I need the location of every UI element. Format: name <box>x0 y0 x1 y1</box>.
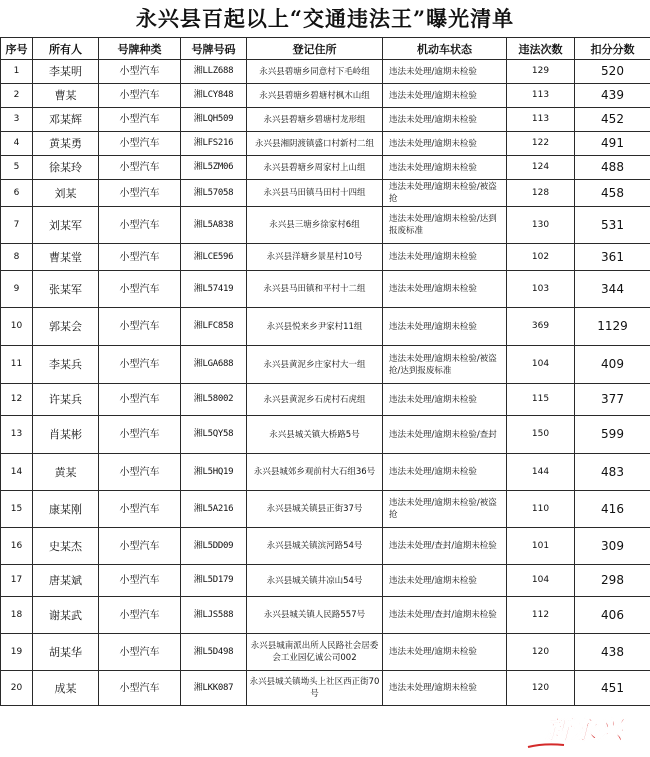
watermark-logo <box>524 705 644 755</box>
table-body <box>1 60 650 706</box>
cell-num: 1 <box>1 60 33 84</box>
cell-plate-kind: 小型汽车 <box>99 384 181 416</box>
cell-plate-number: 湘L5ZM06 <box>181 156 247 180</box>
cell-status: 违法未处理/逾期未检验 <box>383 108 507 132</box>
cell-status: 违法未处理/逾期未检验 <box>383 271 507 308</box>
cell-plate-kind: 小型汽车 <box>99 308 181 346</box>
cell-plate-number: 湘LKK087 <box>181 671 247 706</box>
cell-plate-kind: 小型汽车 <box>99 671 181 706</box>
table-row <box>1 597 650 634</box>
cell-plate-kind: 小型汽车 <box>99 416 181 454</box>
cell-num: 5 <box>1 156 33 180</box>
cell-plate-kind: 小型汽车 <box>99 108 181 132</box>
cell-owner: 郭某会 <box>33 308 99 346</box>
cell-plate-kind: 小型汽车 <box>99 346 181 384</box>
cell-plate-number: 湘L5QY58 <box>181 416 247 454</box>
cell-address: 永兴县湘阴渡镇盛口村新村二组 <box>247 132 383 156</box>
cell-owner: 刘某军 <box>33 207 99 244</box>
cell-plate-number: 湘LQH509 <box>181 108 247 132</box>
cell-address: 永兴县城关镇县正街37号 <box>247 491 383 528</box>
cell-address: 永兴县城南派出所人民路社会居委会工业园亿诚公司002 <box>247 634 383 671</box>
cell-points: 458 <box>575 180 650 207</box>
cell-plate-kind: 小型汽车 <box>99 207 181 244</box>
cell-plate-kind: 小型汽车 <box>99 634 181 671</box>
cell-status: 违法未处理/逾期未检验 <box>383 60 507 84</box>
cell-status: 违法未处理/逾期未检验 <box>383 634 507 671</box>
cell-plate-number: 湘L5HQ19 <box>181 454 247 491</box>
cell-points: 520 <box>575 60 650 84</box>
table-row <box>1 565 650 597</box>
cell-points: 361 <box>575 244 650 271</box>
cell-violation-count: 101 <box>507 528 575 565</box>
cell-owner: 刘某 <box>33 180 99 207</box>
cell-owner: 黄某勇 <box>33 132 99 156</box>
cell-plate-kind: 小型汽车 <box>99 454 181 491</box>
cell-violation-count: 103 <box>507 271 575 308</box>
cell-owner: 曹某 <box>33 84 99 108</box>
cell-num: 4 <box>1 132 33 156</box>
cell-points: 416 <box>575 491 650 528</box>
cell-points: 451 <box>575 671 650 706</box>
cell-address: 永兴县三塘乡徐家村6组 <box>247 207 383 244</box>
header-points: 扣分分数 <box>575 38 650 60</box>
cell-points: 298 <box>575 565 650 597</box>
watermark-text: 新永兴 <box>544 716 624 746</box>
cell-status: 违法未处理/逾期未检验/被盗抢 <box>383 180 507 207</box>
cell-num: 16 <box>1 528 33 565</box>
table-row <box>1 308 650 346</box>
cell-plate-number: 湘LCE596 <box>181 244 247 271</box>
cell-points: 406 <box>575 597 650 634</box>
cell-violation-count: 110 <box>507 491 575 528</box>
table-header-row <box>1 38 650 60</box>
cell-plate-number: 湘L57058 <box>181 180 247 207</box>
cell-owner: 康某刚 <box>33 491 99 528</box>
header-num: 序号 <box>1 38 33 60</box>
cell-status: 违法未处理/逾期未检验 <box>383 132 507 156</box>
cell-owner: 李某明 <box>33 60 99 84</box>
cell-plate-kind: 小型汽车 <box>99 84 181 108</box>
table-row <box>1 528 650 565</box>
cell-owner: 胡某华 <box>33 634 99 671</box>
cell-plate-number: 湘LGA688 <box>181 346 247 384</box>
cell-points: 483 <box>575 454 650 491</box>
cell-address: 永兴县碧塘乡同意村下毛岭组 <box>247 60 383 84</box>
table-row <box>1 271 650 308</box>
cell-points: 491 <box>575 132 650 156</box>
cell-num: 20 <box>1 671 33 706</box>
cell-plate-number: 湘L58002 <box>181 384 247 416</box>
cell-owner: 谢某武 <box>33 597 99 634</box>
table-row <box>1 416 650 454</box>
cell-violation-count: 102 <box>507 244 575 271</box>
cell-plate-kind: 小型汽车 <box>99 565 181 597</box>
header-address: 登记住所 <box>247 38 383 60</box>
cell-num: 15 <box>1 491 33 528</box>
cell-violation-count: 120 <box>507 634 575 671</box>
header-owner: 所有人 <box>33 38 99 60</box>
cell-num: 14 <box>1 454 33 491</box>
cell-violation-count: 104 <box>507 565 575 597</box>
table-row <box>1 671 650 706</box>
cell-points: 488 <box>575 156 650 180</box>
cell-status: 违法未处理/逾期未检验/查封 <box>383 416 507 454</box>
cell-status: 违法未处理/逾期未检验 <box>383 244 507 271</box>
cell-num: 17 <box>1 565 33 597</box>
cell-address: 永兴县碧塘乡碧塘村枫木山组 <box>247 84 383 108</box>
cell-violation-count: 144 <box>507 454 575 491</box>
cell-plate-number: 湘L5DD09 <box>181 528 247 565</box>
table-row <box>1 244 650 271</box>
cell-plate-number: 湘LFS216 <box>181 132 247 156</box>
table-row <box>1 108 650 132</box>
page-title: 永兴县百起以上“交通违法王”曝光清单 <box>135 6 515 31</box>
table-row <box>1 132 650 156</box>
cell-owner: 许某兵 <box>33 384 99 416</box>
cell-plate-number: 湘L57419 <box>181 271 247 308</box>
cell-address: 永兴县碧塘乡周家村上山组 <box>247 156 383 180</box>
cell-plate-number: 湘LJS588 <box>181 597 247 634</box>
cell-num: 19 <box>1 634 33 671</box>
cell-num: 18 <box>1 597 33 634</box>
cell-status: 违法未处理/逾期未检验 <box>383 671 507 706</box>
cell-address: 永兴县马田镇马田村十四组 <box>247 180 383 207</box>
cell-points: 309 <box>575 528 650 565</box>
cell-status: 违法未处理/逾期未检验 <box>383 84 507 108</box>
table-row <box>1 207 650 244</box>
cell-plate-number: 湘LLZ688 <box>181 60 247 84</box>
cell-owner: 史某杰 <box>33 528 99 565</box>
cell-plate-kind: 小型汽车 <box>99 180 181 207</box>
cell-violation-count: 124 <box>507 156 575 180</box>
cell-violation-count: 128 <box>507 180 575 207</box>
cell-num: 11 <box>1 346 33 384</box>
cell-plate-kind: 小型汽车 <box>99 60 181 84</box>
header-vehicle-status: 机动车状态 <box>383 38 507 60</box>
cell-status: 违法未处理/逾期未检验/达到报废标准 <box>383 207 507 244</box>
cell-plate-kind: 小型汽车 <box>99 156 181 180</box>
table-row <box>1 60 650 84</box>
cell-address: 永兴县马田镇和平村十二组 <box>247 271 383 308</box>
cell-num: 12 <box>1 384 33 416</box>
cell-address: 永兴县城关镇坳头上社区西正街70号 <box>247 671 383 706</box>
cell-violation-count: 130 <box>507 207 575 244</box>
header-plate-kind: 号牌种类 <box>99 38 181 60</box>
cell-owner: 肖某彬 <box>33 416 99 454</box>
cell-owner: 曹某堂 <box>33 244 99 271</box>
cell-points: 377 <box>575 384 650 416</box>
cell-plate-kind: 小型汽车 <box>99 271 181 308</box>
cell-plate-number: 湘LCY848 <box>181 84 247 108</box>
cell-violation-count: 122 <box>507 132 575 156</box>
cell-points: 438 <box>575 634 650 671</box>
cell-address: 永兴县碧塘乡碧塘村龙形组 <box>247 108 383 132</box>
table-row <box>1 634 650 671</box>
cell-plate-number: 湘L5D179 <box>181 565 247 597</box>
cell-violation-count: 129 <box>507 60 575 84</box>
cell-status: 违法未处理/逾期未检验 <box>383 308 507 346</box>
cell-address: 永兴县黄泥乡庄家村大一组 <box>247 346 383 384</box>
cell-plate-kind: 小型汽车 <box>99 597 181 634</box>
cell-plate-kind: 小型汽车 <box>99 491 181 528</box>
cell-num: 3 <box>1 108 33 132</box>
cell-owner: 李某兵 <box>33 346 99 384</box>
cell-violation-count: 113 <box>507 108 575 132</box>
table-row <box>1 180 650 207</box>
cell-num: 10 <box>1 308 33 346</box>
cell-plate-kind: 小型汽车 <box>99 132 181 156</box>
table-row <box>1 84 650 108</box>
cell-owner: 张某军 <box>33 271 99 308</box>
table-row <box>1 346 650 384</box>
cell-points: 344 <box>575 271 650 308</box>
cell-owner: 邓某辉 <box>33 108 99 132</box>
table-row <box>1 156 650 180</box>
cell-owner: 黄某 <box>33 454 99 491</box>
cell-plate-number: 湘L5A838 <box>181 207 247 244</box>
cell-owner: 唐某斌 <box>33 565 99 597</box>
cell-address: 永兴县城关镇井凉山54号 <box>247 565 383 597</box>
cell-points: 531 <box>575 207 650 244</box>
cell-plate-kind: 小型汽车 <box>99 528 181 565</box>
cell-num: 13 <box>1 416 33 454</box>
cell-points: 1129 <box>575 308 650 346</box>
table-row <box>1 384 650 416</box>
violation-table <box>0 37 650 706</box>
cell-points: 439 <box>575 84 650 108</box>
cell-address: 永兴县城关镇人民路557号 <box>247 597 383 634</box>
cell-owner: 徐某玲 <box>33 156 99 180</box>
cell-plate-number: 湘L5D498 <box>181 634 247 671</box>
cell-address: 永兴县洋塘乡景星村10号 <box>247 244 383 271</box>
cell-num: 6 <box>1 180 33 207</box>
cell-violation-count: 104 <box>507 346 575 384</box>
cell-address: 永兴县悦来乡尹家村11组 <box>247 308 383 346</box>
cell-address: 永兴县城关镇滨河路54号 <box>247 528 383 565</box>
cell-violation-count: 120 <box>507 671 575 706</box>
cell-status: 违法未处理/查封/逾期未检验 <box>383 597 507 634</box>
cell-violation-count: 112 <box>507 597 575 634</box>
cell-status: 违法未处理/逾期未检验 <box>383 156 507 180</box>
cell-status: 违法未处理/逾期未检验 <box>383 454 507 491</box>
cell-address: 永兴县黄泥乡石虎村石虎组 <box>247 384 383 416</box>
cell-violation-count: 113 <box>507 84 575 108</box>
cell-plate-number: 湘LFC858 <box>181 308 247 346</box>
cell-violation-count: 369 <box>507 308 575 346</box>
cell-points: 452 <box>575 108 650 132</box>
cell-address: 永兴县城关镇大桥路5号 <box>247 416 383 454</box>
table-row <box>1 491 650 528</box>
cell-num: 8 <box>1 244 33 271</box>
cell-num: 7 <box>1 207 33 244</box>
cell-violation-count: 150 <box>507 416 575 454</box>
cell-address: 永兴县城郊乡观前村大石组36号 <box>247 454 383 491</box>
cell-violation-count: 115 <box>507 384 575 416</box>
cell-status: 违法未处理/逾期未检验/被盗抢/达到报废标准 <box>383 346 507 384</box>
cell-plate-kind: 小型汽车 <box>99 244 181 271</box>
cell-points: 599 <box>575 416 650 454</box>
cell-plate-number: 湘L5A216 <box>181 491 247 528</box>
cell-status: 违法未处理/逾期未检验/被盗抢 <box>383 491 507 528</box>
cell-status: 违法未处理/逾期未检验 <box>383 384 507 416</box>
table-row <box>1 454 650 491</box>
header-violation-count: 违法次数 <box>507 38 575 60</box>
cell-num: 2 <box>1 84 33 108</box>
cell-points: 409 <box>575 346 650 384</box>
cell-status: 违法未处理/查封/逾期未检验 <box>383 528 507 565</box>
header-plate-number: 号牌号码 <box>181 38 247 60</box>
cell-num: 9 <box>1 271 33 308</box>
cell-owner: 成某 <box>33 671 99 706</box>
cell-status: 违法未处理/逾期未检验 <box>383 565 507 597</box>
